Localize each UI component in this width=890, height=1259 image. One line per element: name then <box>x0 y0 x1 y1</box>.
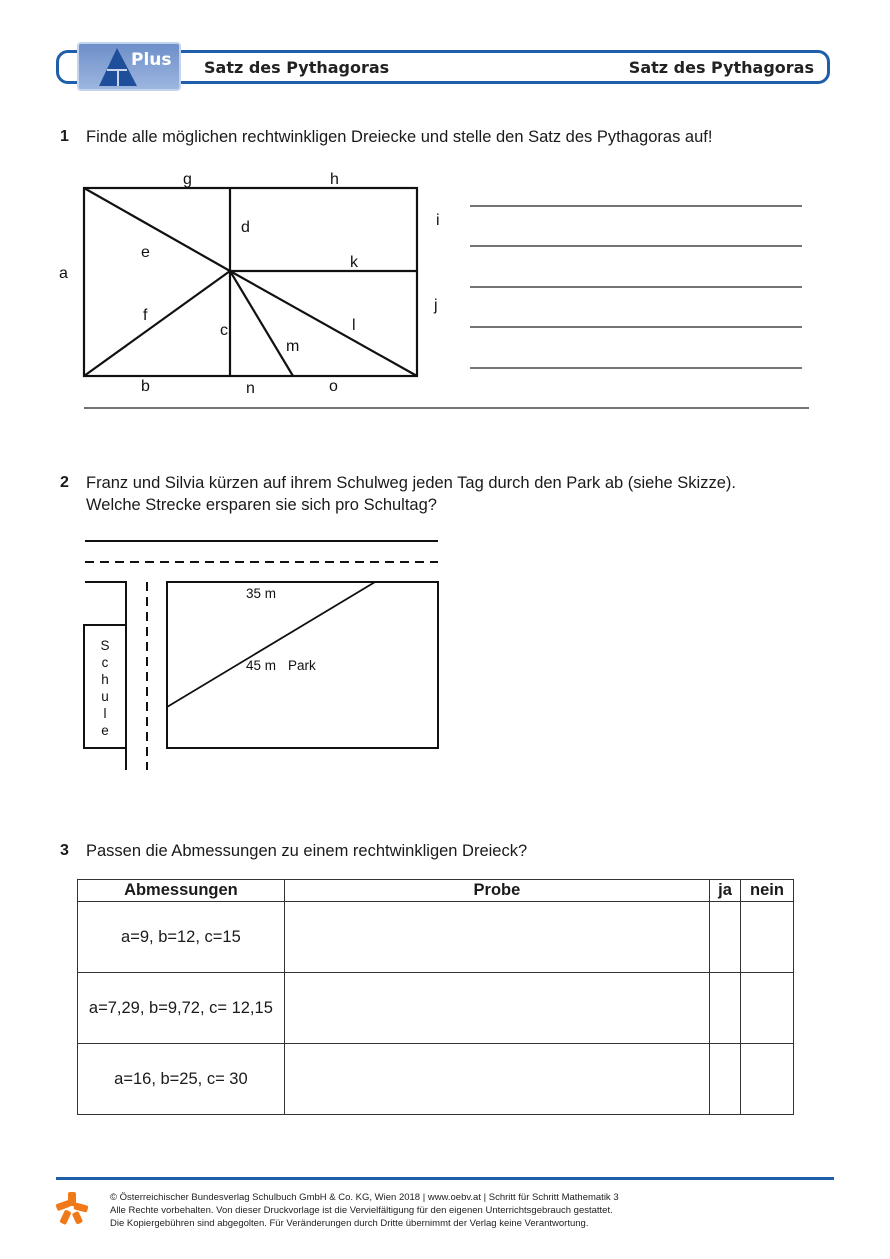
table-row <box>78 902 794 973</box>
school-letter: h <box>101 672 109 687</box>
label-h: h <box>330 171 339 188</box>
table-row <box>78 1044 794 1115</box>
col-header-proof: Probe <box>284 880 709 902</box>
header-title-right: Satz des Pythagoras <box>628 58 814 77</box>
task2-line1: Franz und Silvia kürzen auf ihrem Schulweg jeden Tag durch den Park ab (siehe Skizze). <box>86 474 736 492</box>
dims-cell: a=16, b=25, c= 30 <box>78 1044 285 1115</box>
label-o: o <box>329 378 338 395</box>
table-header-row <box>78 880 794 902</box>
col-header-yes: ja <box>710 880 741 902</box>
label-l: l <box>352 317 356 334</box>
task1-figure <box>0 0 890 420</box>
footer-divider <box>56 1177 834 1180</box>
no-cell[interactable] <box>741 973 794 1044</box>
yes-cell[interactable] <box>710 1044 741 1115</box>
label-b: b <box>141 378 150 395</box>
school-letter: l <box>103 706 107 721</box>
check-table <box>77 879 794 1115</box>
label-k: k <box>350 254 358 271</box>
label-g: g <box>183 171 192 188</box>
label-d: d <box>241 219 250 236</box>
label-j: j <box>434 297 438 314</box>
school-label <box>100 638 109 738</box>
table-row <box>78 973 794 1044</box>
label-i: i <box>436 212 440 229</box>
label-n: n <box>246 380 255 397</box>
dims-cell: a=9, b=12, c=15 <box>78 902 285 973</box>
label-f: f <box>143 307 148 324</box>
task2-number: 2 <box>60 474 69 491</box>
footer-copyright <box>110 1191 619 1230</box>
footer-line-3: Die Kopiergebühren sind abgegolten. Für Veränderungen durch Dritte übernimmt der Verlag keine Verantwortung. <box>110 1218 589 1229</box>
school-letter: u <box>101 689 109 704</box>
logo-label: Plus <box>131 50 172 70</box>
footer-line-1: © Österreichischer Bundesverlag Schulbuch GmbH & Co. KG, Wien 2018 | www.oebv.at | Schritt für Schritt Mathematik 3 <box>110 1192 619 1203</box>
yes-cell[interactable] <box>710 973 741 1044</box>
proof-cell[interactable] <box>284 902 709 973</box>
label-m: m <box>286 338 300 355</box>
footer-line-2: Alle Rechte vorbehalten. Von dieser Druckvorlage ist die Vervielfältigung für den eigenen Unterrichtsgebrauch gestattet. <box>110 1205 613 1216</box>
no-cell[interactable] <box>741 902 794 973</box>
dims-cell: a=7,29, b=9,72, c= 12,15 <box>78 973 285 1044</box>
task2-line2: Welche Strecke ersparen sie sich pro Schultag? <box>86 496 437 514</box>
task3-number: 3 <box>60 842 69 859</box>
yes-cell[interactable] <box>710 902 741 973</box>
task1-text: Finde alle möglichen rechtwinkligen Dreiecke und stelle den Satz des Pythagoras auf! <box>86 128 713 146</box>
label-e: e <box>141 244 150 261</box>
school-letter: c <box>101 655 109 670</box>
answer-lines <box>84 206 809 408</box>
header-title-left: Satz des Pythagoras <box>204 58 390 77</box>
label-35m: 35 m <box>246 586 277 601</box>
no-cell[interactable] <box>741 1044 794 1115</box>
label-c: c <box>220 322 228 339</box>
school-letter: e <box>101 723 109 738</box>
proof-cell[interactable] <box>284 1044 709 1115</box>
proof-cell[interactable] <box>284 973 709 1044</box>
col-header-dimensions: Abmessungen <box>78 880 285 902</box>
label-park: Park <box>288 658 316 673</box>
publisher-logo-icon <box>54 1190 90 1226</box>
school-letter: S <box>100 638 110 653</box>
task2-sketch <box>0 520 890 780</box>
task1-number: 1 <box>60 128 69 145</box>
task3-text: Passen die Abmessungen zu einem rechtwinkligen Dreieck? <box>86 842 528 860</box>
label-45m: 45 m <box>246 658 277 673</box>
label-a: a <box>59 265 68 282</box>
col-header-no: nein <box>741 880 794 902</box>
